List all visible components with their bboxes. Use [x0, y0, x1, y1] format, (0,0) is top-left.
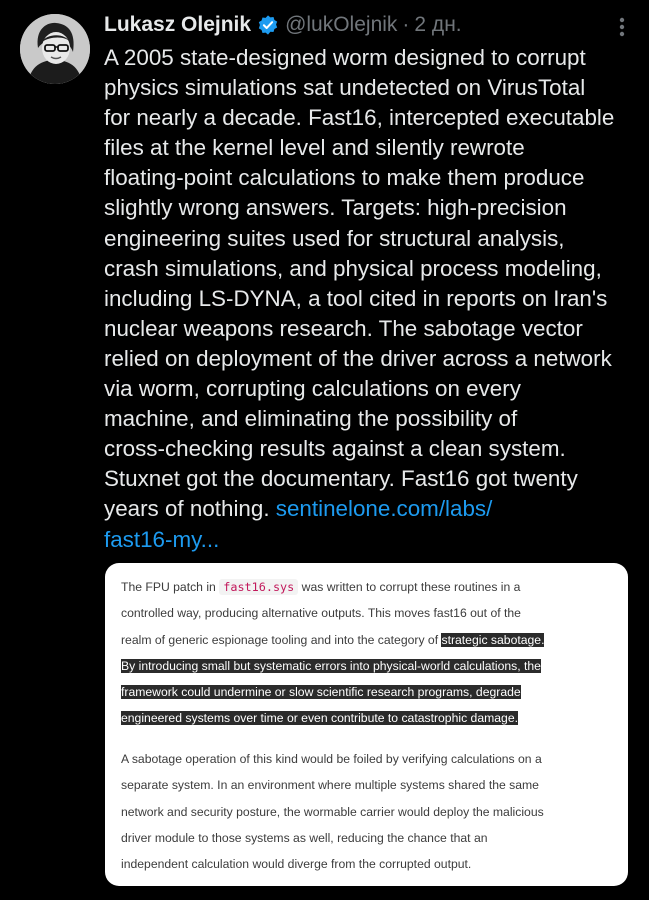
- inline-code: fast16.sys: [219, 579, 298, 595]
- verified-badge-icon: [257, 14, 279, 36]
- separator-dot: ·: [402, 13, 410, 36]
- attachment-paragraph-1: [121, 574, 621, 732]
- post-body: A 2005 state-designed worm designed to corrupt physics simulations sat undetected on VirusTotal for nearly a decade. Fast16, intercepted executable files at the kernel level and silently rewrote floating-point calculations to make them produce slightly wrong answers. Targets: high-precision engineering suites used for structural analysis, crash simulations, and physical process modeling, including LS-DYNA, a tool cited in reports on Iran's nuclear weapons research. The sabotage vector relied on deployment of the driver across a network via worm, corrupting calculations on every machine, and eliminating the possibility of cross-checking results against a clean system. Stuxnet got the documentary. Fast16 got twenty years of nothing.: [104, 45, 615, 522]
- p1-text-middle: was written to corrupt these routines in a controlled way, producing alternative outputs. This moves fast16 out of the realm of generic espionage tooling and into the category of: [121, 580, 521, 647]
- avatar-icon: [20, 14, 90, 84]
- post-header: [104, 12, 462, 38]
- more-options-icon[interactable]: [611, 16, 633, 38]
- highlighted-text: strategic sabotage. By introducing small but systematic errors into physical-world calculations, the framework could undermine or slow scientific research programs, degrade engineered systems over time or even contribute to catastrophic damage.: [121, 632, 545, 726]
- post-link[interactable]: sentinelone.com/labs/ fast16-my...: [104, 496, 493, 552]
- p1-text-start: The FPU patch in: [121, 580, 220, 594]
- avatar[interactable]: [20, 14, 90, 84]
- attachment-paragraph-2: A sabotage operation of this kind would be foiled by verifying calculations on a separate system. In an environment where multiple systems shared the same network and security posture, the wormable carrier would deploy the malicious driver module to those systems as well, reducing the chance that an independent calculation would diverge from the corrupted output.: [121, 752, 544, 872]
- attached-image[interactable]: [105, 563, 628, 886]
- author-handle[interactable]: @lukOlejnik: [285, 13, 398, 36]
- author-name[interactable]: Lukasz Olejnik: [104, 13, 252, 36]
- post-timestamp[interactable]: 2 дн.: [414, 13, 462, 36]
- post-text: [104, 43, 644, 555]
